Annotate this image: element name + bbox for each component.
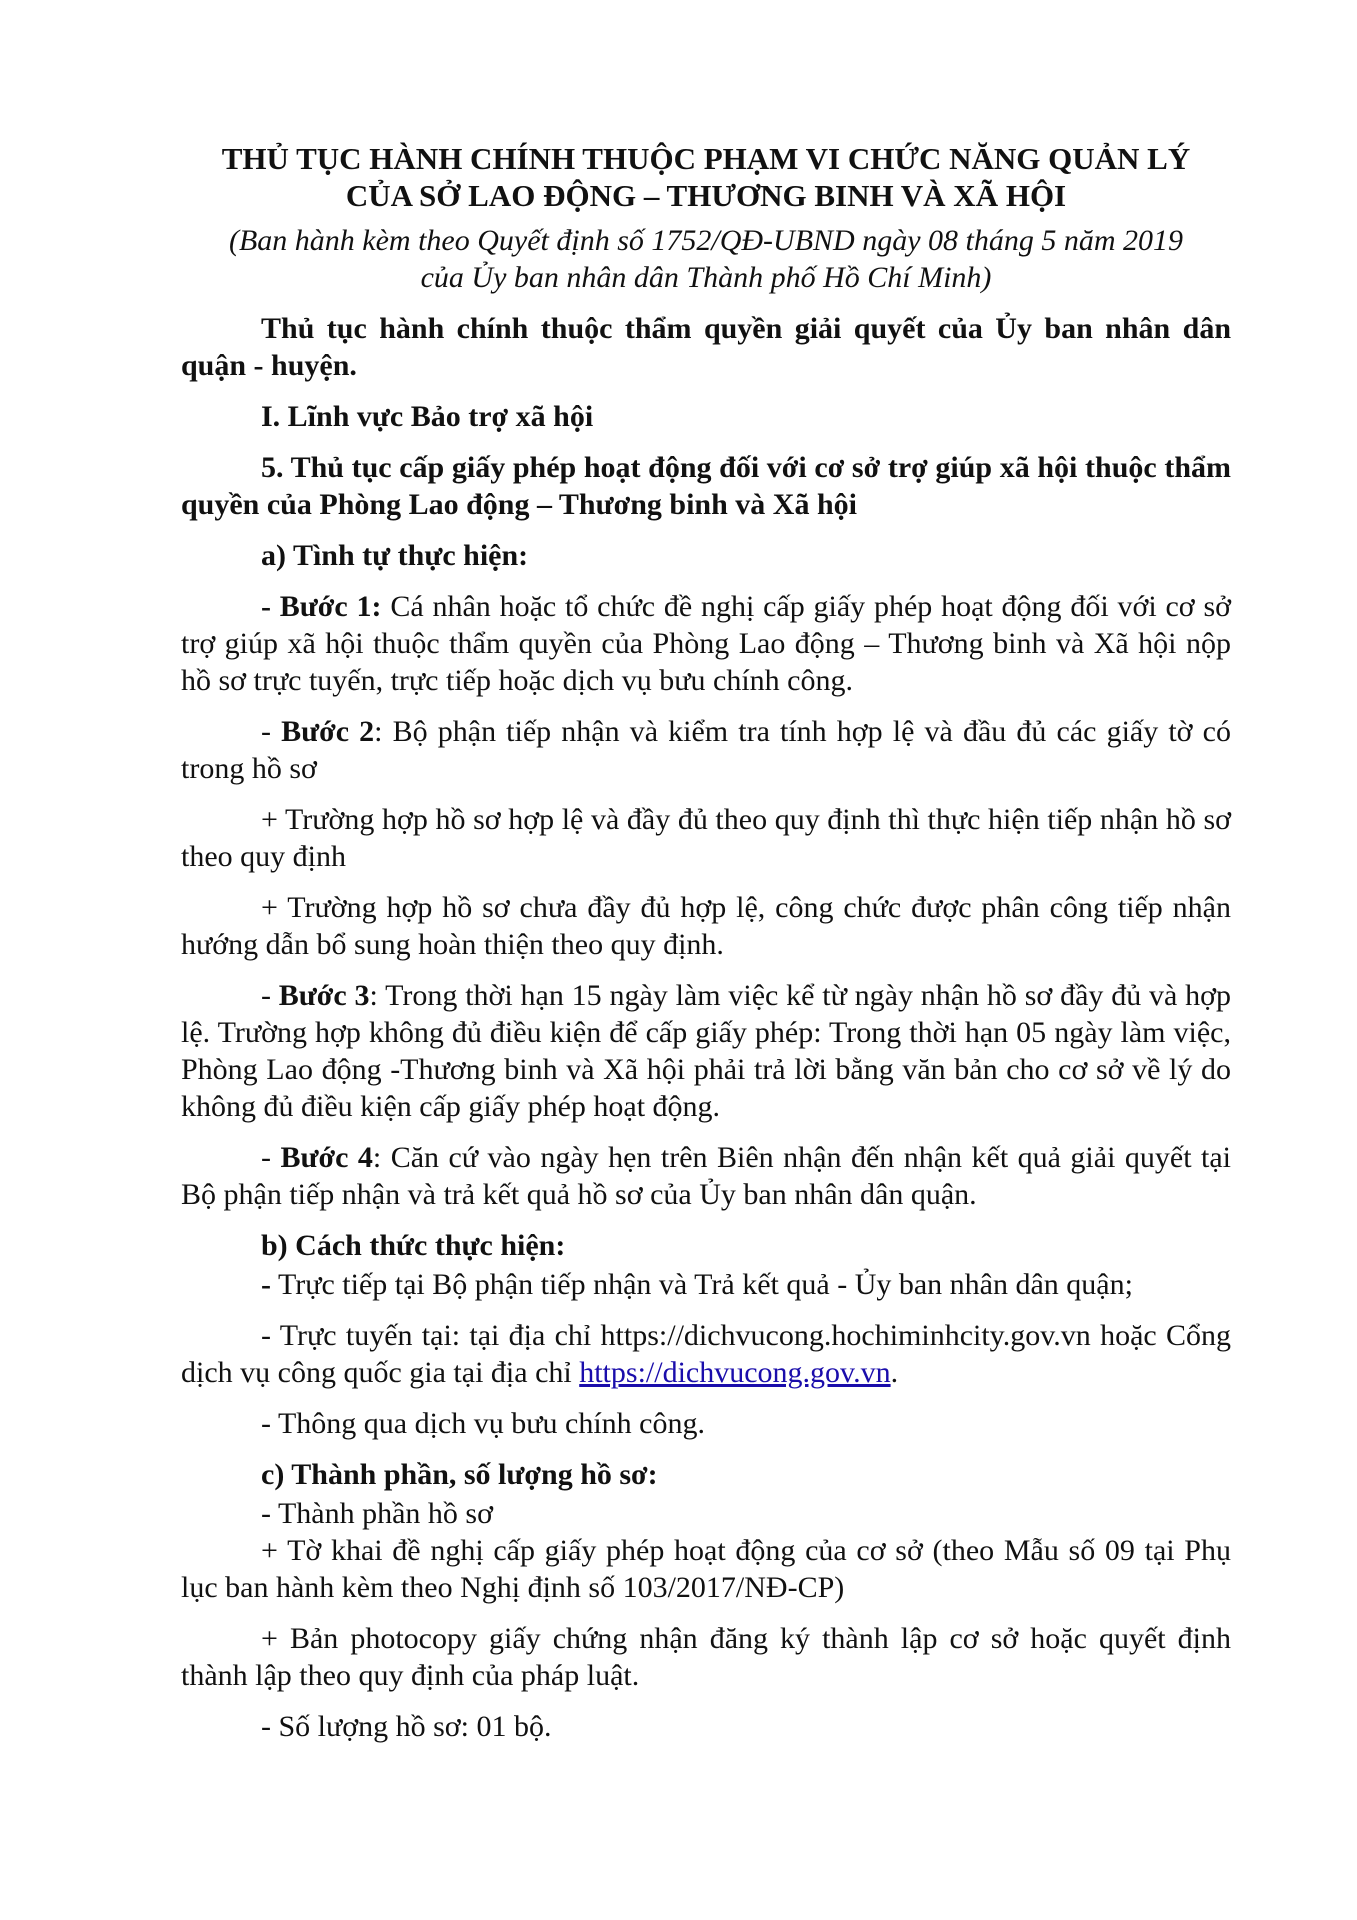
quantity-line: - Số lượng hồ sơ: 01 bộ. (261, 1710, 552, 1743)
step-2-text: : Bộ phận tiếp nhận và kiểm tra tính hợp lệ và đầu đủ các giấy tờ có trong hồ sơ (181, 715, 1231, 785)
step-3-text: : Trong thời hạn 15 ngày làm việc kể từ ngày nhận hồ sơ đầy đủ và hợp lệ. Trường hợp không đủ điều kiện để cấp giấy phép: Trong thời hạn 05 ngày làm việc, Phòng Lao động -Thương binh và Xã hội phải trả lời bằng văn bản cho cơ sở về lý do không đủ điều kiện cấp giấy phép hoạt động. (181, 979, 1231, 1123)
document-item-2: + Bản photocopy giấy chứng nhận đăng ký thành lập cơ sở hoặc quyết định thành lập theo quy định của pháp luật. (181, 1622, 1231, 1692)
step-1-text: Cá nhân hoặc tổ chức đề nghị cấp giấy phép hoạt động đối với cơ sở trợ giúp xã hội thuộc thẩm quyền của Phòng Lao động – Thương binh và Xã hội nộp hồ sơ trực tuyến, trực tiếp hoặc dịch vụ bưu chính công. (181, 590, 1231, 697)
dichvucong-link[interactable]: https://dichvucong.gov.vn (579, 1356, 891, 1389)
method-item-1 (181, 1266, 1231, 1303)
method-item-1-dash: - (261, 1268, 271, 1301)
part-b-heading: b) Cách thức thực hiện: (261, 1229, 566, 1262)
document-subtitle (181, 222, 1231, 296)
subtitle-line-2: của Ủy ban nhân dân Thành phố Hồ Chí Minh) (420, 261, 992, 294)
method-item-1-text: Trực tiếp tại Bộ phận tiếp nhận và Trả kết quả - Ủy ban nhân dân quận; (271, 1268, 1133, 1301)
case-2-paragraph: + Trường hợp hồ sơ chưa đầy đủ hợp lệ, công chức được phân công tiếp nhận hướng dẫn bổ sung hoàn thiện theo quy định. (181, 891, 1231, 961)
case-1-paragraph: + Trường hợp hồ sơ hợp lệ và đầy đủ theo quy định thì thực hiện tiếp nhận hồ sơ theo quy định (181, 803, 1231, 873)
step-3-prefix: - (261, 979, 279, 1012)
step-2-prefix: - (261, 715, 282, 748)
part-a-heading: a) Tình tự thực hiện: (261, 539, 529, 572)
step-1-paragraph (181, 588, 1231, 699)
components-label: - Thành phần hồ sơ (261, 1497, 493, 1530)
method-item-2-text: - Trực tuyến tại: tại địa chỉ https://dichvucong.hochiminhcity.gov.vn hoặc Cổng dịch vụ công quốc gia tại địa chỉ (181, 1319, 1231, 1389)
document-item-1: + Tờ khai đề nghị cấp giấy phép hoạt động của cơ sở (theo Mẫu số 09 tại Phụ lục ban hành kèm theo Nghị định số 103/2017/NĐ-CP) (181, 1534, 1231, 1604)
part-c-heading: c) Thành phần, số lượng hồ sơ: (261, 1458, 658, 1491)
method-item-2 (181, 1317, 1231, 1391)
step-3-paragraph (181, 977, 1231, 1125)
intro-paragraph: Thủ tục hành chính thuộc thẩm quyền giải quyết của Ủy ban nhân dân quận - huyện. (181, 312, 1231, 382)
subtitle-line-1: (Ban hành kèm theo Quyết định số 1752/QĐ-UBND ngày 08 tháng 5 năm 2019 (228, 224, 1184, 257)
section-title: I. Lĩnh vực Bảo trợ xã hội (261, 400, 594, 433)
title-line-1: THỦ TỤC HÀNH CHÍNH THUỘC PHẠM VI CHỨC NĂNG QUẢN LÝ (221, 141, 1191, 176)
procedure-title: 5. Thủ tục cấp giấy phép hoạt động đối với cơ sở trợ giúp xã hội thuộc thẩm quyền của Phòng Lao động – Thương binh và Xã hội (181, 451, 1231, 521)
document-title (181, 140, 1231, 214)
step-4-text: : Căn cứ vào ngày hẹn trên Biên nhận đến nhận kết quả giải quyết tại Bộ phận tiếp nhận và trả kết quả hồ sơ của Ủy ban nhân dân quận. (181, 1141, 1231, 1211)
step-4-paragraph (181, 1139, 1231, 1213)
step-4-prefix: - (261, 1141, 281, 1174)
step-2-paragraph (181, 713, 1231, 787)
method-item-2-end: . (890, 1356, 899, 1389)
title-line-2: CỦA SỞ LAO ĐỘNG – THƯƠNG BINH VÀ XÃ HỘI (345, 178, 1067, 213)
method-item-3: - Thông qua dịch vụ bưu chính công. (261, 1407, 705, 1440)
step-1-label: - Bước 1: (261, 590, 382, 623)
step-2-label: Bước 2 (281, 715, 375, 748)
document-page (181, 140, 1231, 1745)
step-3-label: Bước 3 (278, 979, 370, 1012)
step-4-label: Bước 4 (280, 1141, 373, 1174)
